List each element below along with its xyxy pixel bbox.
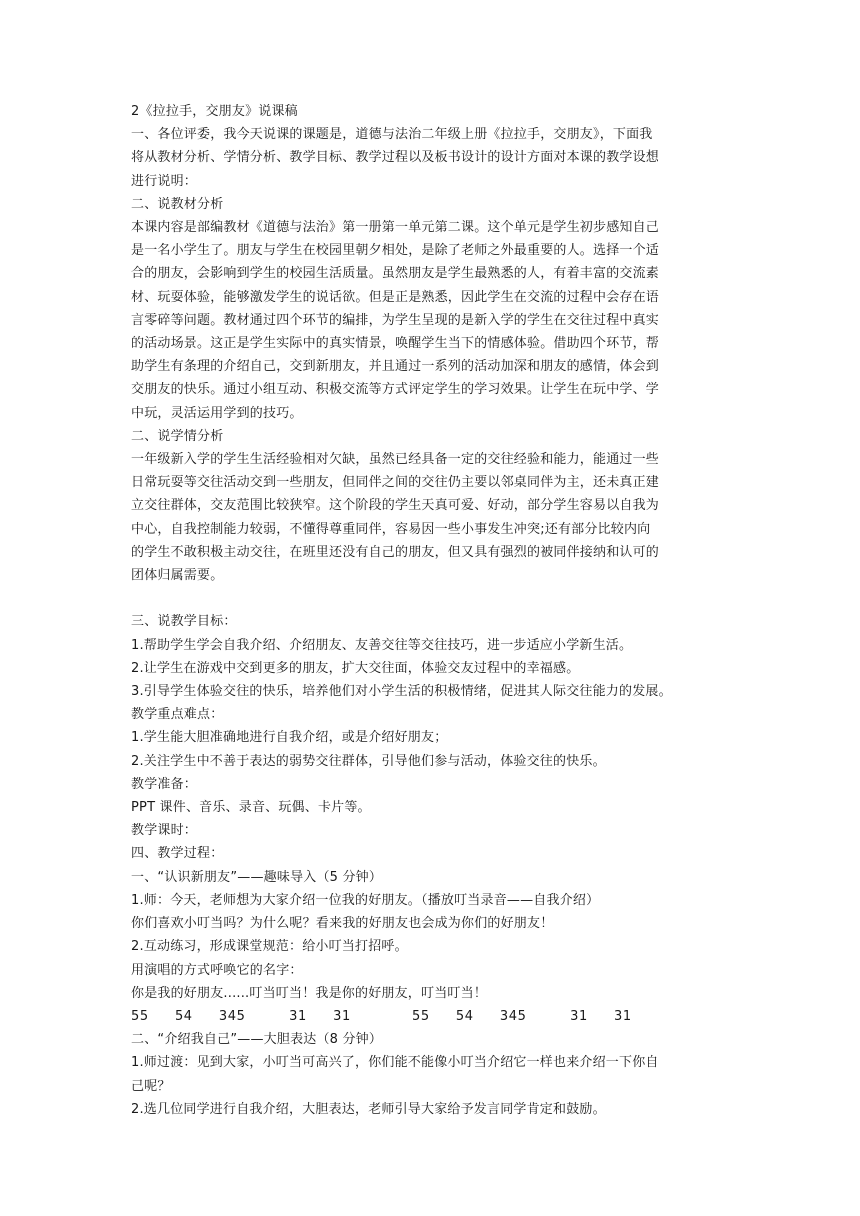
text-line: 教学课时： [131, 823, 198, 839]
text-line: 助学生有条理的介绍自己，交到新朋友，并且通过一系列的活动加深和朋友的感情，体会到 [131, 359, 660, 375]
text-line: 己呢？ [131, 1078, 171, 1094]
text-line: 四、教学过程： [131, 846, 224, 862]
text-line: 材、玩耍体验，能够激发学生的说话欲。但是正是熟悉，因此学生在交流的过程中会存在语 [131, 289, 660, 305]
text-line: 三、说教学目标： [131, 614, 237, 630]
text-line: 中玩，灵活运用学到的技巧。 [131, 405, 303, 421]
text-line: 进行说明： [131, 173, 198, 189]
text-line: 一、“认识新朋友”——趣味导入（5 分钟） [131, 869, 383, 885]
text-line: 交朋友的快乐。通过小组互动、积极交流等方式评定学生的学习效果。让学生在玩中学、学 [131, 382, 660, 398]
text-line: 1.学生能大胆准确地进行自我介绍，或是介绍好朋友； [131, 730, 448, 746]
text-line [131, 587, 735, 610]
text-line: 你们喜欢小叮当吗？为什么呢？看来我的好朋友也会成为你们的好朋友！ [131, 916, 554, 932]
text-line: 教学重点难点： [131, 707, 224, 723]
text-line: 言零碎等问题。教材通过四个环节的编排，为学生呈现的是新入学的学生在交往过程中真实 [131, 312, 660, 328]
document-body [131, 100, 735, 1121]
text-line: 2.让学生在游戏中交到更多的朋友，扩大交往面，体验交友过程中的幸福感。 [131, 660, 580, 676]
text-line: 1.师过渡：见到大家，小叮当可高兴了，你们能不能像小叮当介绍它一样也来介绍一下你自 [131, 1055, 659, 1071]
text-line: 二、说学情分析 [131, 428, 224, 444]
text-line: 将从教材分析、学情分析、教学目标、教学过程以及板书设计的设计方面对本课的教学设想 [131, 150, 660, 166]
text-line: 本课内容是部编教材《道德与法治》第一册第一单元第二课。这个单元是学生初步感知自己 [131, 220, 660, 236]
text-line: 2.互动练习，形成课堂规范：给小叮当打招呼。 [131, 939, 408, 955]
text-line: 教学准备： [131, 776, 198, 792]
text-line: 1.师：今天，老师想为大家介绍一位我的好朋友。（播放叮当录音——自我介绍） [131, 892, 600, 908]
text-line: 二、“介绍我自己”——大胆表达（8 分钟） [131, 1032, 383, 1048]
text-line: 的活动场景。这正是学生实际中的真实情景，唤醒学生当下的情感体验。借助四个环节，帮 [131, 336, 660, 352]
text-line: 3.引导学生体验交往的快乐，培养他们对小学生活的积极情绪，促进其人际交往能力的发展。 [131, 684, 672, 700]
text-line: 2.选几位同学进行自我介绍，大胆表达，老师引导大家给予发言同学肯定和鼓励。 [131, 1101, 606, 1117]
text-line: 2.关注学生中不善于表达的弱势交往群体，引导他们参与活动，体验交往的快乐。 [131, 753, 606, 769]
text-line: 合的朋友，会影响到学生的校园生活质量。虽然朋友是学生最熟悉的人，有着丰富的交流素 [131, 266, 660, 282]
text-line: 一、各位评委，我今天说课的课题是，道德与法治二年级上册《拉拉手，交朋友》，下面我 [131, 127, 653, 143]
text-line: 团体归属需要。 [131, 568, 224, 584]
text-line: 是一名小学生了。朋友与学生在校园里朝夕相处，是除了老师之外最重要的人。选择一个适 [131, 243, 660, 259]
text-line: 中心，自我控制能力较弱，不懂得尊重同伴，容易因一些小事发生冲突;还有部分比较内向 [131, 521, 651, 537]
text-line: 2《拉拉手，交朋友》说课稿 [131, 104, 298, 119]
text-line: 一年级新入学的学生生活经验相对欠缺，虽然已经具备一定的交往经验和能力，能通过一些 [131, 452, 660, 468]
text-line: 二、说教材分析 [131, 196, 224, 212]
text-line: 1.帮助学生学会自我介绍、介绍朋友、友善交往等交往技巧，进一步适应小学新生活。 [131, 637, 633, 653]
text-line: 你是我的好朋友......叮当叮当！我是你的好朋友，叮当叮当！ [131, 985, 487, 1001]
text-line: 55 54 345 31 31 55 54 345 31 31 [131, 1008, 632, 1024]
text-line: 立交往群体，交友范围比较狭窄。这个阶段的学生天真可爱、好动，部分学生容易以自我为 [131, 498, 660, 514]
text-line: 日常玩耍等交往活动交到一些朋友，但同伴之间的交往仍主要以邻桌同伴为主，还未真正建 [131, 475, 660, 491]
text-line: 的学生不敢积极主动交往，在班里还没有自己的朋友，但又具有强烈的被同伴接纳和认可的 [131, 544, 660, 560]
text-line: PPT 课件、音乐、录音、玩偶、卡片等。 [131, 800, 371, 816]
text-line: 用演唱的方式呼唤它的名字： [131, 962, 303, 978]
